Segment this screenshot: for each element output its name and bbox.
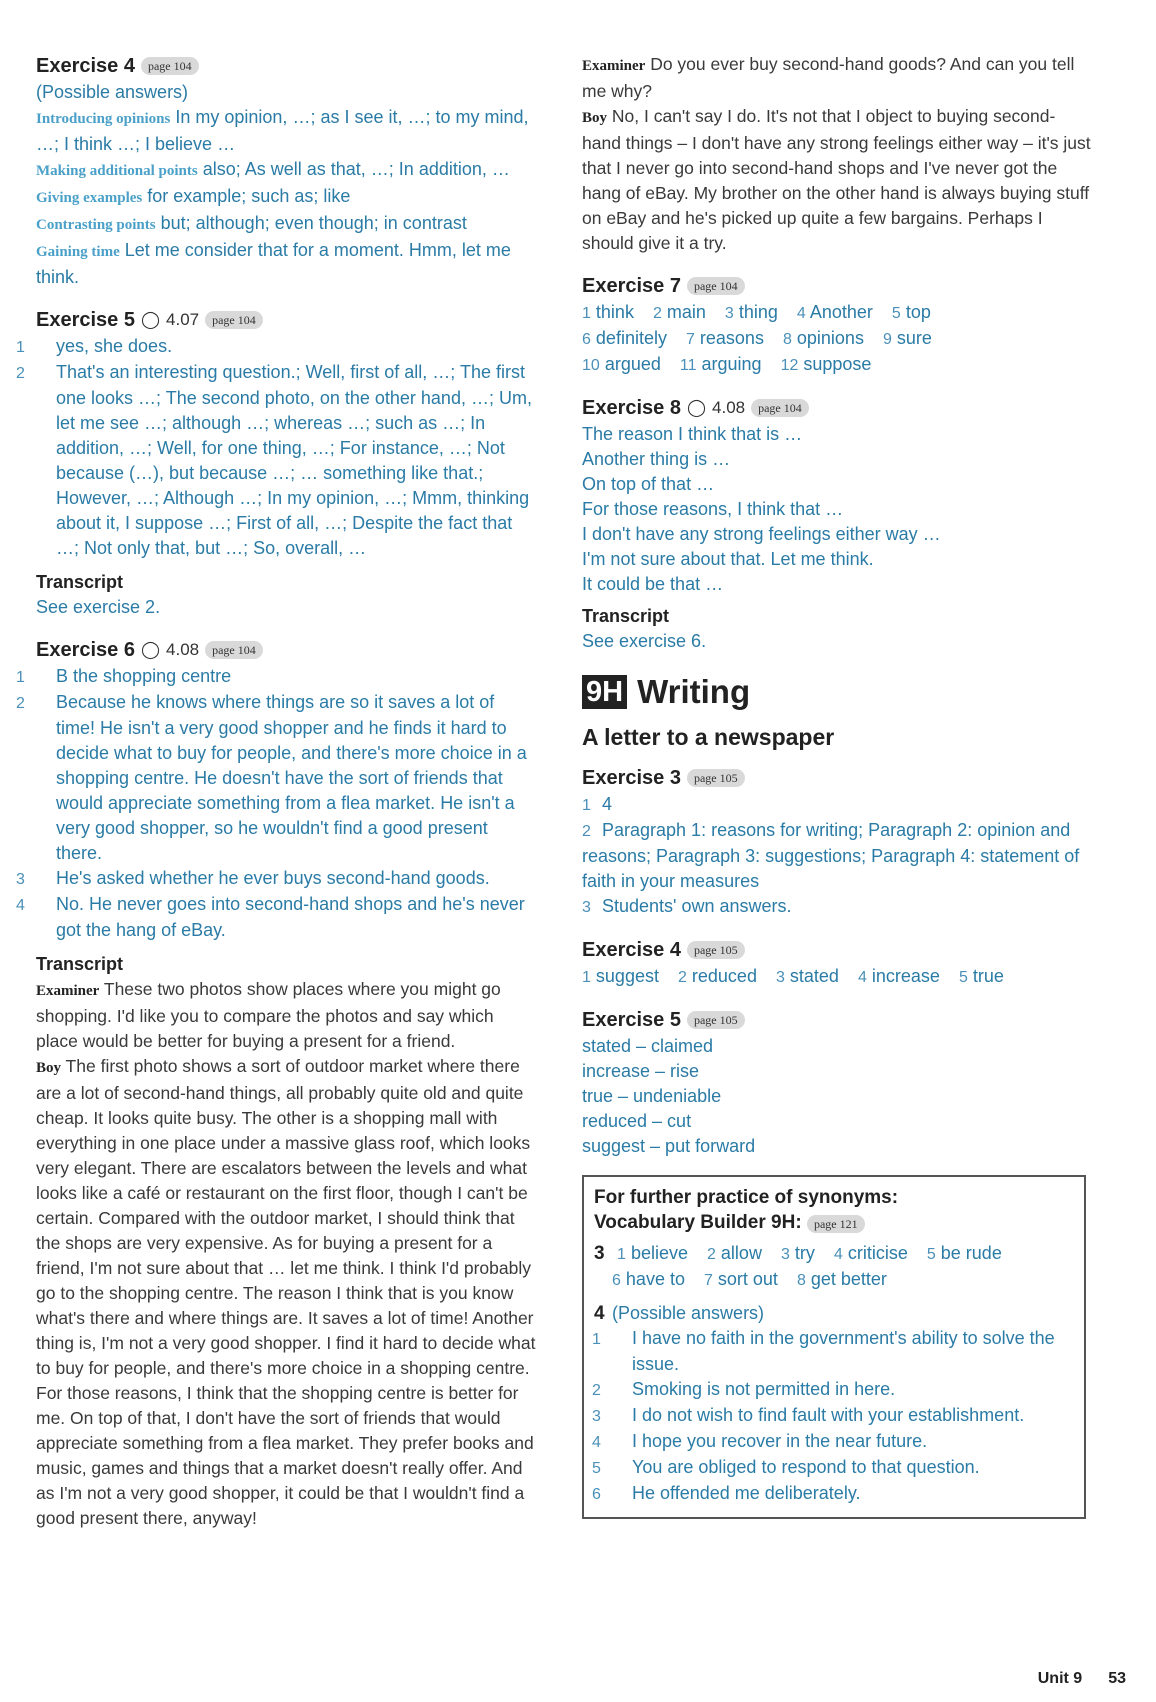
- answer-line: increase – rise: [582, 1061, 700, 1081]
- transcript-heading: Transcript: [36, 954, 124, 974]
- transcript-text: See exercise 2.: [36, 597, 161, 617]
- box-subtitle: Vocabulary Builder 9H:: [594, 1212, 802, 1233]
- answer-line: reduced – cut: [582, 1111, 692, 1131]
- answer-item: 5 You are obliged to respond to that question.: [592, 1457, 980, 1477]
- exercise-3-right: [582, 764, 1092, 920]
- answer-line: The reason I think that is …: [582, 424, 803, 444]
- exercise-title: Exercise 5: [36, 309, 135, 331]
- track-number: 4.08: [166, 640, 200, 659]
- transcript-boy: Boy The first photo shows a sort of outdoor market where there are a lot of second-hand things, all probably quite old and quite cheap. It looks quite busy. The other is a shopping mall with everything in one place under a massive glass roof, which looks very elegant. There are escalators between the levels and what looks like a café or restaurant on the first floor, though I can't be certain. Compared with the outdoor market, I should think that the shops are very expensive. As for buying a present for a friend, I'm not sure about that … let me think. I think I'd probably go to the shopping centre. The reason I think that is you know what's there and where things are. It saves a lot of time! Another thing is, I'm not a very good shopper. I find it hard to decide what to buy for people, and there's more choice in a shopping centre. For those reasons, I think that the shopping centre is better for me. On top of that, I don't have the sort of friends that would appreciate something from a flea market. They prefer books and music, games and things that a market doesn't really offer. And as I'm not a very good shopper, it could be that I wouldn't find a good present there, anyway!: [36, 1056, 536, 1528]
- answer-item: 1 B the shopping centre: [16, 666, 232, 686]
- answer-item: 6 He offended me deliberately.: [592, 1483, 861, 1503]
- exercise-5-right: [582, 1006, 1092, 1159]
- answer-item: 4 No. He never goes into second-hand shops and he's never got the hang of eBay.: [16, 894, 525, 940]
- page-number: 53: [1108, 1670, 1126, 1687]
- exercise-title: Exercise 8: [582, 397, 681, 419]
- answer-line: Another thing is …: [582, 449, 731, 469]
- track-number: 4.08: [712, 398, 746, 417]
- right-column: [582, 52, 1092, 1519]
- answer-line: stated – claimed: [582, 1036, 714, 1056]
- audio-disc-icon: ◯: [686, 398, 707, 417]
- exercise-4-right: [582, 936, 1092, 990]
- answer-item: Contrasting points but; although; even though; in contrast: [36, 213, 467, 233]
- answer-row: 1 think 2 main 3 thing 4 Another 5 top: [582, 302, 931, 322]
- answer-item: 1 yes, she does.: [16, 336, 173, 356]
- page-badge: page 105: [687, 769, 745, 787]
- answer-line: true – undeniable: [582, 1086, 722, 1106]
- exercise-title: Exercise 5: [582, 1009, 681, 1031]
- left-column: [16, 52, 536, 1547]
- transcript-heading: Transcript: [36, 572, 124, 592]
- answer-item: 3 I do not wish to find fault with your establishment.: [592, 1405, 1025, 1425]
- answer-item: 3 Students' own answers.: [582, 896, 792, 916]
- page-badge: page 121: [807, 1215, 865, 1233]
- transcript-examiner: Examiner Do you ever buy second-hand goods? And can you tell me why?: [582, 54, 1075, 101]
- page-badge: page 104: [205, 641, 263, 659]
- exercise-title: Exercise 7: [582, 275, 681, 297]
- exercise-title: Exercise 4: [36, 55, 135, 77]
- audio-disc-icon: ◯: [140, 310, 161, 329]
- answer-row: 6 have to 7 sort out 8 get better: [612, 1269, 887, 1289]
- exercise-7-right: [582, 272, 1092, 378]
- answer-item: 2 Because he knows where things are so it saves a lot of time! He isn't a very good shopper and he finds it hard to decide what to buy for people, and there's more choice in a shopping centre. He doesn't have the sort of friends that would appreciate something from a flea market. He isn't a very good shopper, so he wouldn't find a good present there.: [16, 692, 527, 863]
- transcript-text: See exercise 6.: [582, 631, 707, 651]
- exercise-title: Exercise 6: [36, 639, 135, 661]
- transcript-heading: Transcript: [582, 606, 670, 626]
- answer-row: 3 1 believe 2 allow 3 try 4 criticise 5 be rude: [594, 1243, 1002, 1264]
- page-badge: page 104: [751, 399, 809, 417]
- section-badge: 9H: [582, 675, 627, 709]
- answer-item: Introducing opinions In my opinion, …; as I see it, …; to my mind, …; I think …; I believe …: [36, 107, 529, 154]
- answer-item: 4 I hope you recover in the near future.: [592, 1431, 928, 1451]
- answer-item: 2 Smoking is not permitted in here.: [592, 1379, 896, 1399]
- transcript-boy: Boy No, I can't say I do. It's not that I object to buying second-hand things – I don't have any strong feelings either way – it's just that I never go into second-hand shops and I've never got the hang of eBay. My brother on the other hand is always buying stuff on eBay and he's picked up quite a few bargains. Perhaps I should give it a try.: [582, 106, 1091, 253]
- answer-item: 3 He's asked whether he ever buys second-hand goods.: [16, 868, 490, 888]
- page-badge: page 104: [687, 277, 745, 295]
- transcript-examiner: Examiner These two photos show places where you might go shopping. I'd like you to compare the photos and say which place would be better for buying a present for a friend.: [36, 979, 501, 1051]
- answer-item: Making additional points also; As well as that, …; In addition, …: [36, 159, 510, 179]
- answer-item: 1 I have no faith in the government's ability to solve the issue.: [592, 1328, 1055, 1374]
- page-badge: page 105: [687, 941, 745, 959]
- exercise-5-left: [16, 306, 536, 620]
- exercise-title: Exercise 4: [582, 939, 681, 961]
- answer-item: Giving examples for example; such as; like: [36, 186, 351, 206]
- section-subtitle: A letter to a newspaper: [582, 724, 835, 750]
- transcript-continued: [582, 52, 1092, 256]
- answer-line: suggest – put forward: [582, 1136, 756, 1156]
- answer-row: 1 suggest 2 reduced 3 stated 4 increase 5 true: [582, 966, 1004, 986]
- section-title: Writing: [637, 673, 751, 710]
- answer-row: 10 argued 11 arguing 12 suppose: [582, 354, 872, 374]
- exercise-4-left: [36, 52, 536, 290]
- exercise-8-right: [582, 394, 1092, 654]
- answer-note: 4 (Possible answers): [594, 1303, 765, 1324]
- answer-line: For those reasons, I think that …: [582, 499, 844, 519]
- page-badge: page 104: [141, 57, 199, 75]
- exercise-6-left: [16, 636, 536, 1531]
- page-badge: page 105: [687, 1011, 745, 1029]
- audio-disc-icon: ◯: [140, 640, 161, 659]
- answer-item: 2 That's an interesting question.; Well, first of all, …; The first one looks …; The second photo, on the other hand, …; Um, let me see …; although …; whereas …; such as …; In addition, …; Well, for one thing, …; For instance, …; Not because (…), but because …; … something like that.; However, …; Although …; In my opinion, …; Mmm, thinking about it, I suppose …; First of all, …; Despite the fact that …; Not only that, but …; So, overall, …: [16, 362, 532, 558]
- answer-line: I'm not sure about that. Let me think.: [582, 549, 874, 569]
- page-footer: [1012, 1670, 1126, 1688]
- unit-label: Unit 9: [1037, 1670, 1083, 1687]
- answer-row: 6 definitely 7 reasons 8 opinions 9 sure: [582, 328, 932, 348]
- vocabulary-builder-box: [582, 1175, 1086, 1519]
- answer-item: 2 Paragraph 1: reasons for writing; Paragraph 2: opinion and reasons; Paragraph 3: suggestions; Paragraph 4: statement of faith in your measures: [582, 820, 1080, 891]
- answer-line: On top of that …: [582, 474, 715, 494]
- answer-note: (Possible answers): [36, 82, 189, 102]
- exercise-title: Exercise 3: [582, 767, 681, 789]
- answer-line: It could be that …: [582, 574, 724, 594]
- answer-line: I don't have any strong feelings either way …: [582, 524, 941, 544]
- page-badge: page 104: [205, 311, 263, 329]
- answer-item: 1 4: [582, 794, 613, 814]
- answer-item: Gaining time Let me consider that for a moment. Hmm, let me think.: [36, 240, 511, 287]
- track-number: 4.07: [166, 310, 200, 329]
- box-title: For further practice of synonyms:: [594, 1187, 899, 1208]
- section-heading: [582, 670, 1092, 714]
